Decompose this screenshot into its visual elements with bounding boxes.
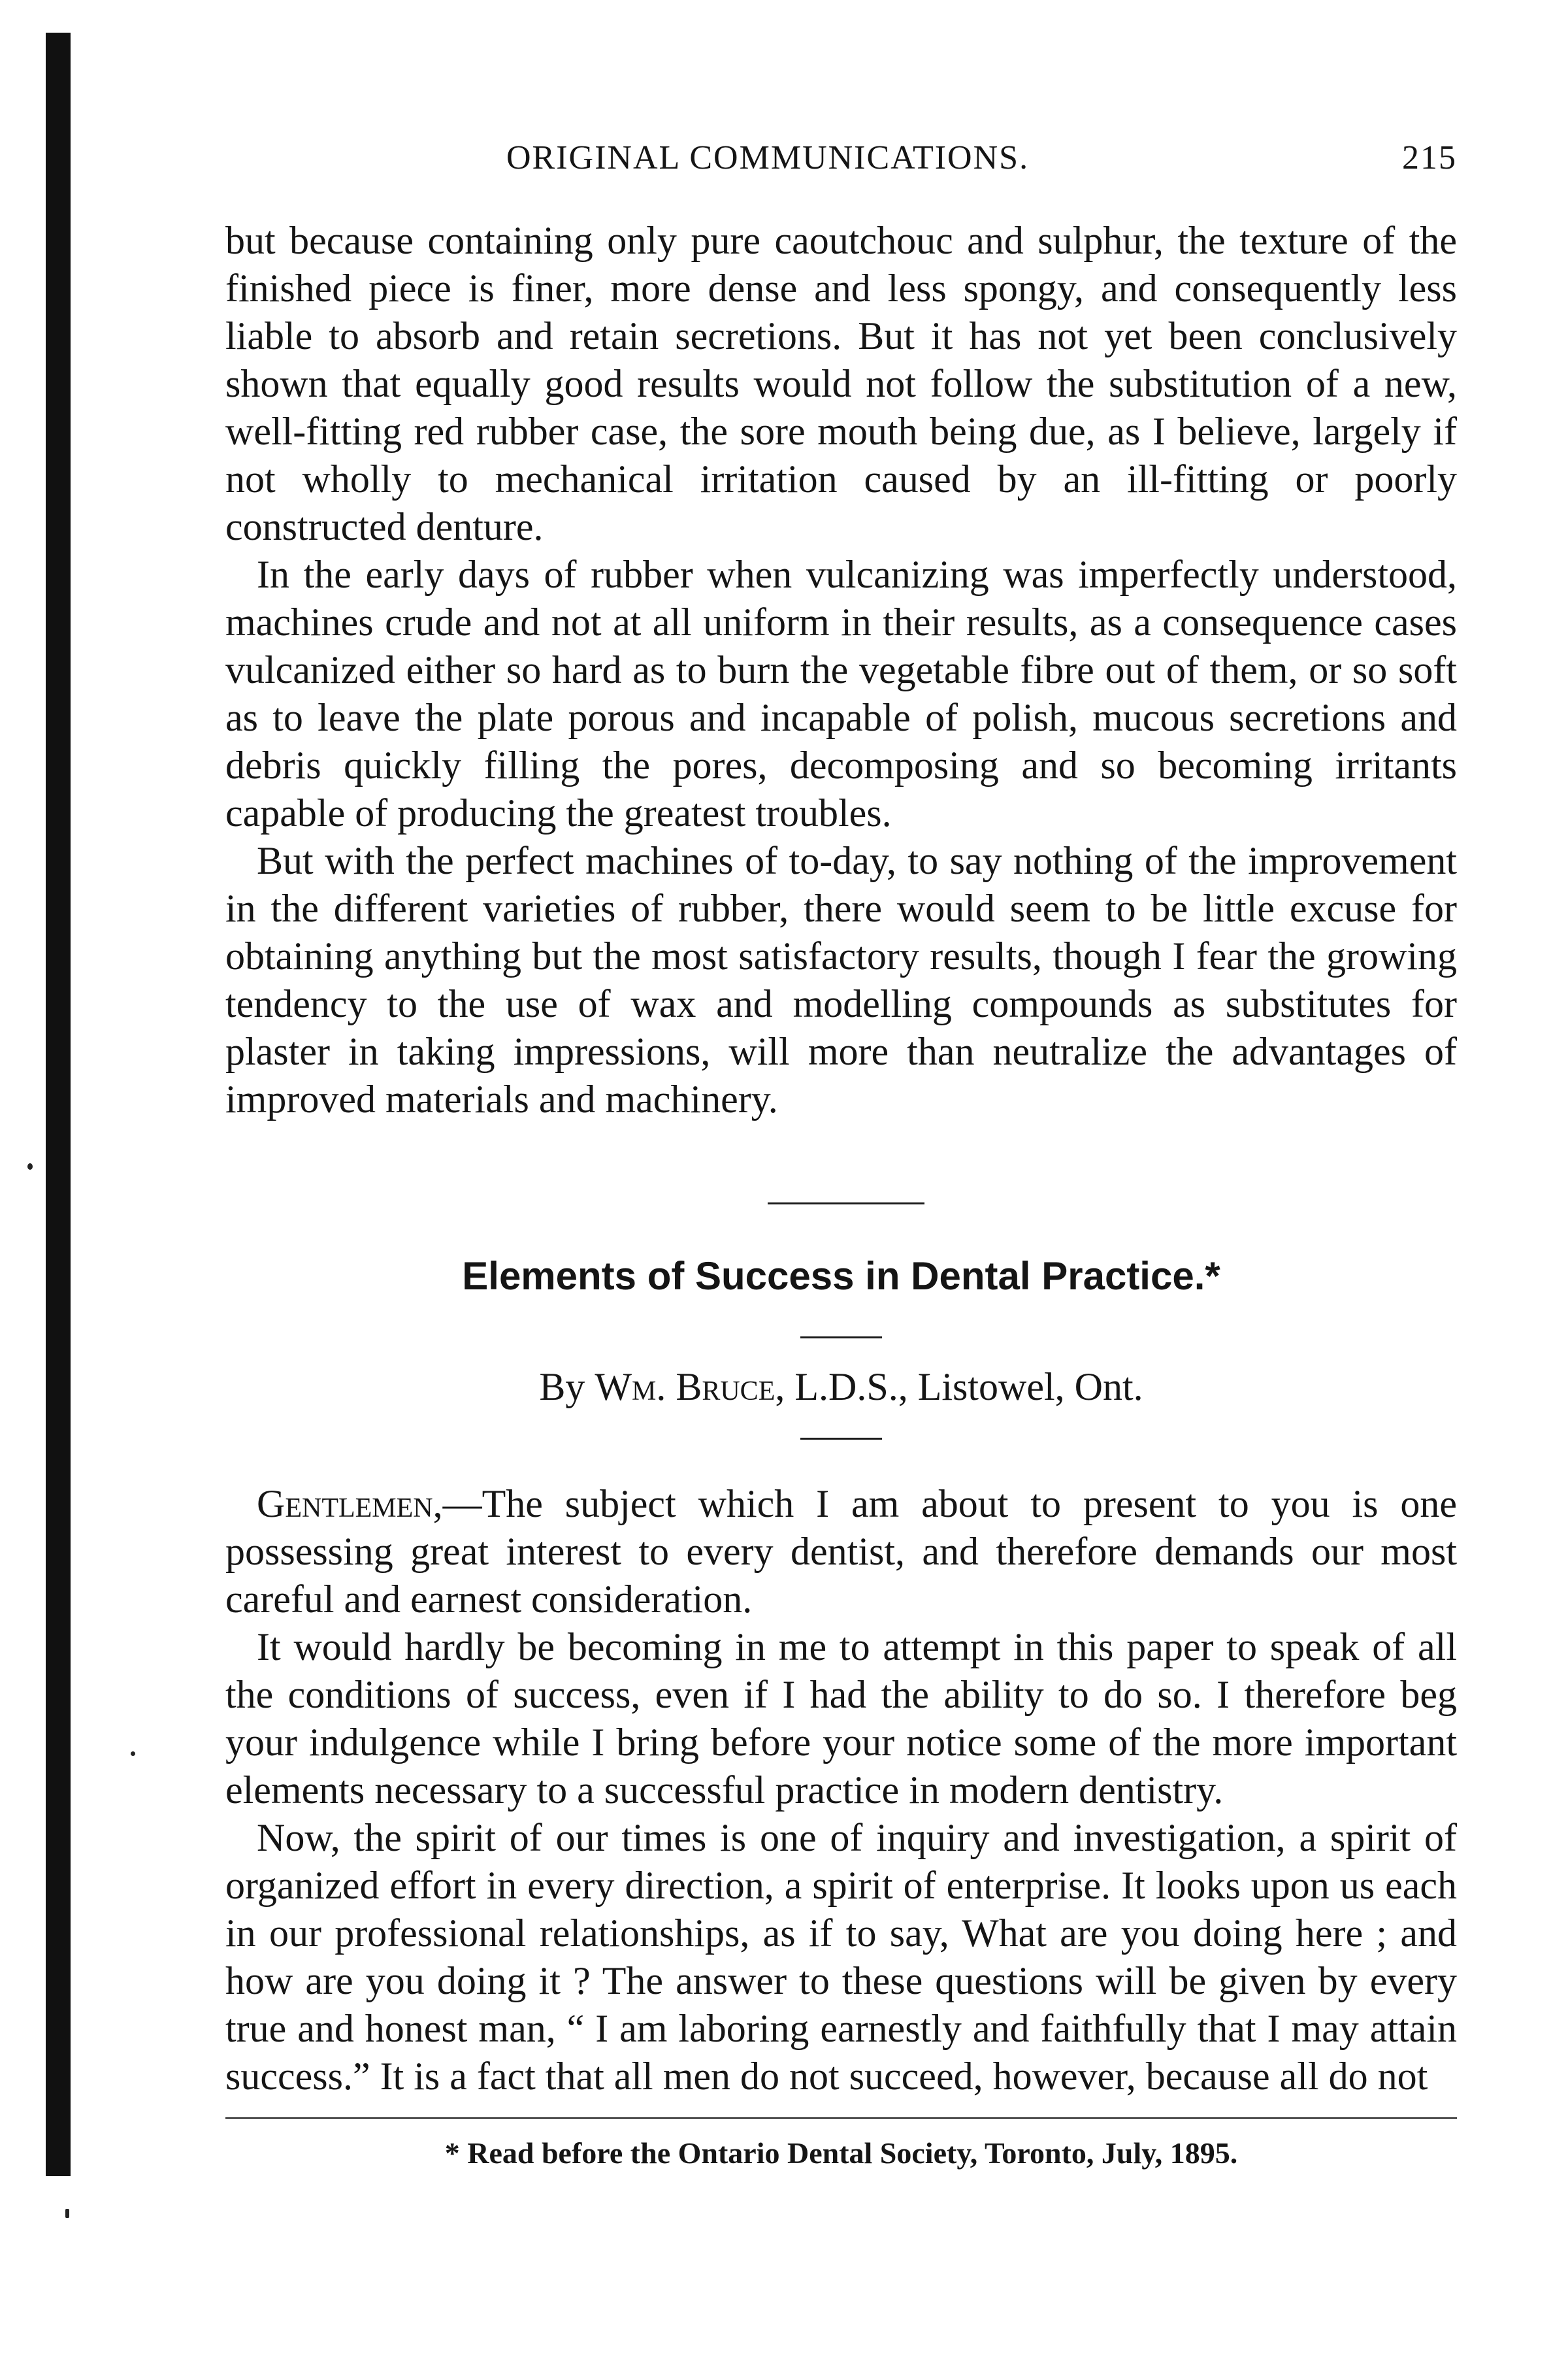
footnote: * Read before the Ontario Dental Society, Toronto, July, 1895. bbox=[444, 2136, 1238, 2170]
byline-rule bbox=[800, 1438, 882, 1440]
running-head: ORIGINAL COMMUNICATIONS. bbox=[506, 139, 1030, 176]
byline-prefix: By bbox=[539, 1365, 585, 1408]
author-name: Wm. Bruce bbox=[595, 1365, 776, 1408]
title-rule bbox=[800, 1336, 882, 1338]
print-speck bbox=[65, 2209, 69, 2218]
print-speck bbox=[27, 1163, 33, 1170]
article-byline bbox=[225, 1365, 1457, 1410]
page-binding-edge bbox=[46, 33, 71, 2176]
paragraph: But with the perfect machines of to-day, to say nothing of the improvement in the different varieties of rubber, there would seem to be little excuse for obtaining anything but the most satisfactory results, though I fear the growing tendency to the use of wax and modelling compounds as substitutes for plaster in taking impressions, will more than neutralize the advantages of improved materials and machinery. bbox=[225, 839, 1457, 1121]
print-speck bbox=[131, 1751, 135, 1756]
footnote-rule bbox=[225, 2117, 1457, 2119]
opening-text: —The subject which I am about to present to you is one possessing great interest to every dentist, and therefore demands our most careful and earnest consideration. bbox=[225, 1482, 1457, 1621]
opening-paragraph bbox=[225, 1480, 1457, 1623]
page-number: 215 bbox=[1402, 139, 1457, 176]
paragraph: It would hardly be becoming in me to attempt in this paper to speak of all the conditions of success, even if I had the ability to do so. I therefore beg your indulgence while I bring before your notice some of the more important elements necessary to a successful practice in modern dentistry. bbox=[225, 1625, 1457, 1812]
section-divider-rule bbox=[768, 1202, 924, 1204]
continued-article-text bbox=[225, 217, 1457, 1123]
article-title: Elements of Success in Dental Practice.* bbox=[462, 1254, 1220, 1298]
author-credentials: , L.D.S., Listowel, Ont. bbox=[775, 1365, 1143, 1408]
paragraph: but because containing only pure caoutchouc and sulphur, the texture of the finished piece is finer, more dense and less spongy, and consequently less liable to absorb and retain secretions. But it has not yet been conclusively shown that equally good results would not follow the substitution of a new, well-fitting red rubber case, the sore mouth being due, as I believe, largely if not wholly to mechanical irritation caused by an ill-fitting or poorly constructed denture. bbox=[225, 219, 1457, 548]
paragraph: Now, the spirit of our times is one of inquiry and investigation, a spirit of organized effort in every direction, a spirit of enterprise. It looks upon us each in our professional relationships, as if to say, What are you doing here ; and how are you doing it ? The answer to these questions will be given by every true and honest man, “ I am laboring earnestly and faithfully that I may attain success.” It is a fact that all men do not succeed, however, because all do not bbox=[225, 1816, 1457, 2098]
article-body bbox=[225, 1480, 1457, 2100]
paragraph: In the early days of rubber when vulcanizing was imperfectly understood, machines crude and not at all uniform in their results, as a consequence cases vulcanized either so hard as to burn the vegetable fibre out of them, or so soft as to leave the plate porous and incapable of polish, mucous secretions and debris quickly filling the pores, decomposing and so becoming irritants capable of producing the greatest troubles. bbox=[225, 553, 1457, 835]
salutation: Gentlemen, bbox=[257, 1482, 443, 1525]
page-header bbox=[225, 139, 1457, 177]
